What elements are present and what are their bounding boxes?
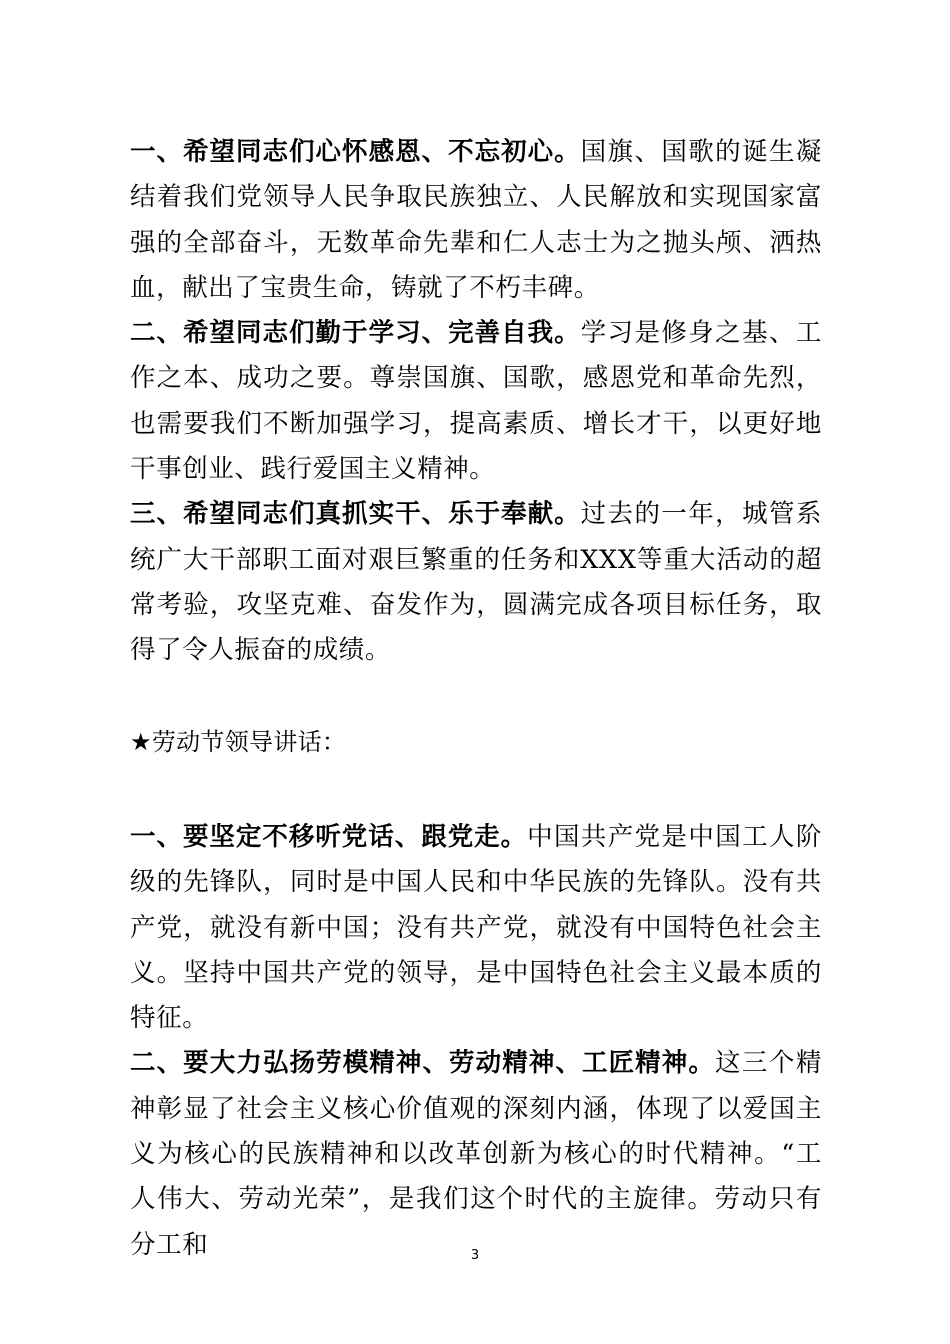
paragraph-4-body: 中国共产党是中国工人阶级的先锋队，同时是中国人民和中华民族的先锋队。没有共产党，就没有新中国；没有共产党，就没有中国特色社会主义。坚持中国共产党的领导，是中国特色社会主义最本质的特征。 xyxy=(130,822,822,1034)
paragraph-3 xyxy=(130,492,822,673)
paragraph-1-lead: 一、希望同志们心怀感恩、不忘初心。 xyxy=(130,137,581,167)
paragraph-2-lead: 二、希望同志们勤于学习、完善自我。 xyxy=(130,318,581,349)
paragraph-2 xyxy=(130,311,822,492)
paragraph-1 xyxy=(130,130,822,311)
paragraph-5-body: 这三个精神彰显了社会主义核心价值观的深刻内涵，体现了以爱国主义为核心的民族精神和以改革创新为核心的时代精神。“工人伟大、劳动光荣”，是我们这个时代的主旋律。劳动只有分工和 xyxy=(130,1048,823,1260)
paragraph-4 xyxy=(130,815,822,1041)
paragraph-3-body: 过去的一年，城管系统广大干部职工面对艰巨繁重的任务和XXX等重大活动的超常考验，攻坚克难、奋发作为，圆满完成各项目标任务，取得了令人振奋的成绩。 xyxy=(130,499,823,666)
document-body-section-1 xyxy=(130,130,822,674)
paragraph-4-lead: 一、要坚定不移听党话、跟党走。 xyxy=(130,822,528,852)
page-number: 3 xyxy=(470,1248,480,1263)
paragraph-2-body: 学习是修身之基、工作之本、成功之要。尊崇国旗、国歌，感恩党和革命先烈，也需要我们不断加强学习，提高素质、增长才干，以更好地干事创业、践行爱国主义精神。 xyxy=(130,318,823,485)
paragraph-1-body: 国旗、国歌的诞生凝结着我们党领导人民争取民族独立、人民解放和实现国家富强的全部奋斗，无数革命先辈和仁人志士为之抛头颅、洒热血，献出了宝贵生命，铸就了不朽丰碑。 xyxy=(130,137,823,303)
paragraph-3-lead: 三、希望同志们真抓实干、乐于奉献。 xyxy=(130,499,581,530)
paragraph-5 xyxy=(130,1041,822,1267)
paragraph-5-lead: 二、要大力弘扬劳模精神、劳动精神、工匠精神。 xyxy=(130,1048,715,1079)
section-heading: ★劳动节领导讲话： xyxy=(130,728,347,756)
document-body-section-2 xyxy=(130,815,822,1268)
